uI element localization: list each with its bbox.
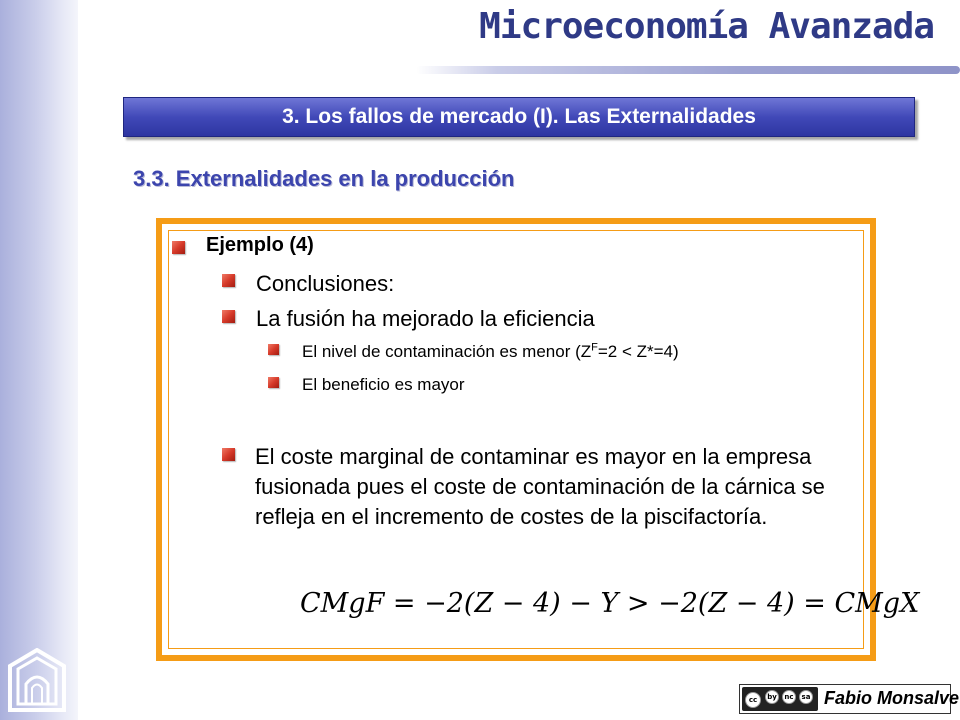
bullet-icon [222, 448, 235, 461]
bullet-icon [172, 241, 185, 254]
bullet-icon [268, 344, 279, 355]
left-decorative-strip [0, 0, 78, 720]
author-name: Fabio Monsalve [824, 688, 960, 708]
example-heading: Ejemplo (4) [206, 234, 314, 256]
course-title: Microeconomía Avanzada [479, 6, 934, 47]
by-icon: by [765, 690, 779, 704]
section-banner: 3. Los fallos de mercado (I). Las Externalidades [123, 97, 915, 137]
profit-point: El beneficio es mayor [302, 375, 465, 394]
cc-license-icon [742, 687, 818, 711]
marginal-cost-equation: CMgF = −2(Z − 4) − Y > −2(Z − 4) = CMgX [300, 588, 920, 619]
pollution-point: El nivel de contaminación es menor $(Z^F=2 < Z*=4)$ [302, 341, 679, 361]
license-badge [739, 684, 960, 714]
cc-icon: cc [745, 692, 761, 708]
fusion-point: La fusión ha mejorado la eficiencia [256, 306, 595, 331]
bullet-icon [222, 310, 235, 323]
header-rule [416, 66, 960, 74]
conclusions-label: Conclusiones: [256, 271, 395, 296]
marginal-cost-paragraph: El coste marginal de contaminar es mayor en la empresa fusionada pues el coste de contaminación de la cárnica se refleja en el incremento de costes de la piscifactoría. [255, 444, 825, 529]
sa-icon: sa [799, 690, 813, 704]
nc-icon: nc [782, 690, 796, 704]
bullet-icon [268, 377, 279, 388]
subsection-title: 3.3. Externalidades en la producción [133, 166, 515, 191]
university-logo-icon [6, 648, 68, 714]
bullet-icon [222, 274, 235, 287]
